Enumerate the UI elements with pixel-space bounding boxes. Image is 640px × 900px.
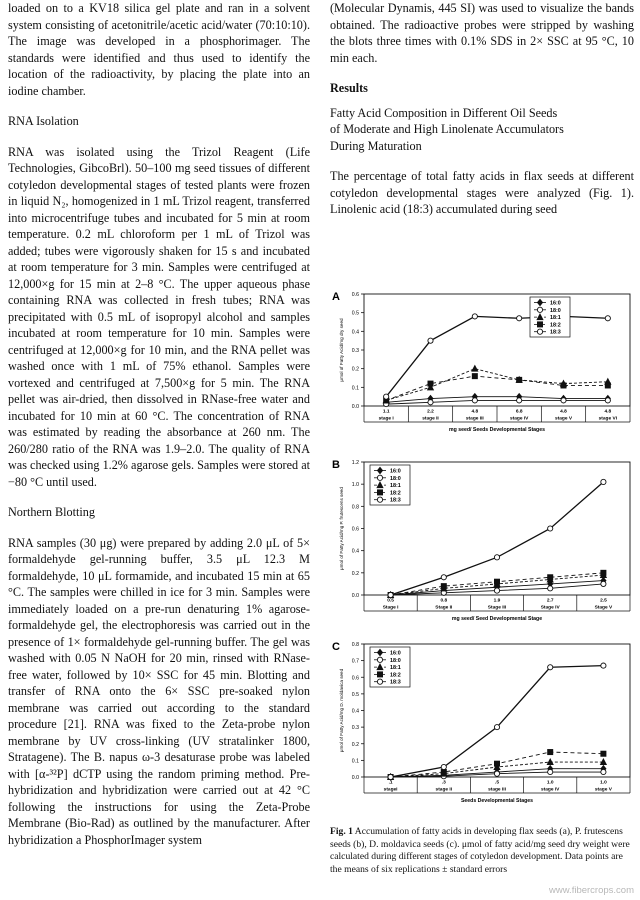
chart-b-group (332, 459, 630, 622)
data-point (472, 314, 477, 319)
x-category-label: stage III (488, 787, 506, 793)
chart-c-group (332, 641, 630, 804)
x-category-label: stage V (554, 416, 573, 422)
panel-letter: A (332, 291, 340, 303)
series-line (386, 397, 608, 403)
data-point (472, 398, 477, 403)
results-paragraph: The percentage of total fatty acids in flax seeds at different cotyledon developmental stages were analyzed (Fig. 1). Linolenic acid (18:3) accumulated during seed (330, 169, 634, 216)
legend-label: 18:0 (390, 475, 401, 482)
series-18-3 (384, 314, 611, 399)
data-point (428, 338, 433, 343)
continued-paragraph: (Molecular Dynamis, 445 SI) was used to visualize the bands obtained. The radioactive probes were stripped by washing the blots three times with 0.1% SDS in 2× SSC at 95 °C, 10 min each. (330, 1, 634, 65)
panel-letter: B (332, 459, 340, 471)
legend-marker (377, 497, 382, 502)
intro-paragraph: loaded on to a KV18 silica gel plate and ran in a solvent system consisting of acetonitrile/acetic acid/water (70:10:10). The image was developed in a phosphorimager. The standards were identified and thus used to identify the location of the radioactivity, by placing the plate into an iodine chamber. (8, 1, 310, 98)
data-point (472, 365, 478, 371)
data-point (428, 381, 433, 386)
y-tick-label: 0.0 (351, 404, 359, 410)
y-tick-label: 0.6 (351, 675, 359, 682)
x-axis-label: mg seed/ Seeds Developmental Stages (448, 427, 546, 433)
y-tick-label: 0.1 (351, 385, 359, 392)
y-tick-label: 0.8 (351, 504, 359, 511)
data-point (384, 394, 389, 399)
y-tick-label: 0.1 (351, 758, 359, 765)
y-tick-label: 0.6 (351, 526, 359, 533)
y-tick-label: 0.4 (351, 548, 359, 555)
y-tick-label: 0.3 (351, 348, 359, 354)
y-axis-label: μmol of Fatty Acid/mg dry seed (339, 318, 344, 382)
data-point (601, 663, 606, 668)
y-tick-label: 0.0 (351, 593, 359, 599)
y-tick-label: 0.6 (351, 292, 359, 298)
x-number-label: 1.0 (546, 780, 554, 786)
data-point (517, 398, 522, 403)
y-tick-label: 1.0 (351, 482, 359, 489)
data-point (548, 665, 553, 670)
data-point (441, 769, 446, 774)
x-number-label: 1.1 (382, 409, 390, 415)
x-category-label: stage II (422, 416, 439, 422)
legend-label: 18:1 (390, 665, 401, 672)
data-point (441, 764, 446, 769)
legend-marker (537, 322, 542, 327)
legend-marker (377, 679, 382, 684)
y-tick-label: 0.8 (351, 642, 359, 648)
legend-marker (537, 329, 542, 334)
figure-caption (330, 826, 636, 876)
y-axis-label: μmol of Fatty Acid/mg P. frutescens seed (339, 487, 344, 570)
legend-label: 18:1 (390, 483, 401, 490)
results-subheading-line2: of Moderate and High Linolenate Accumulators (330, 122, 564, 136)
legend-label: 18:0 (390, 657, 401, 664)
x-number-label: .1 (388, 780, 393, 786)
legend-label: 18:1 (550, 315, 561, 322)
legend-marker (377, 672, 382, 677)
plot-frame (364, 294, 630, 406)
x-number-label: 2.7 (546, 598, 554, 604)
caption-label: Fig. 1 (330, 826, 353, 837)
x-category-label: stage V (594, 787, 612, 793)
x-axis-label: mg seed/ Seed Developmental Stage (451, 616, 543, 622)
x-category-label: stage II (435, 787, 453, 793)
data-point (548, 769, 553, 774)
data-point (494, 761, 499, 766)
data-point (472, 374, 477, 379)
panel-letter: C (332, 641, 340, 653)
series-line (386, 316, 608, 396)
left-column (8, 0, 310, 848)
data-point (601, 570, 606, 575)
data-point (548, 749, 553, 754)
data-point (388, 774, 393, 779)
x-category-label: Stage I (382, 605, 399, 611)
data-point (494, 579, 499, 584)
data-point (428, 400, 433, 405)
x-category-label: Stage IV (540, 605, 560, 611)
series-18-0 (384, 398, 611, 407)
data-point (561, 383, 566, 388)
figure-panel-b (330, 452, 636, 632)
y-tick-label: 0.4 (351, 708, 359, 715)
data-point (601, 751, 606, 756)
figure-panel-c (330, 634, 636, 819)
x-category-label: stage III (465, 416, 484, 422)
legend-label: 18:0 (550, 307, 561, 314)
chart-a-group (332, 291, 630, 433)
data-point (601, 581, 606, 586)
x-category-label: Stage II (435, 605, 453, 611)
y-tick-label: 0.2 (351, 741, 359, 748)
y-tick-label: 0.5 (351, 310, 359, 317)
y-tick-label: 0.3 (351, 725, 359, 732)
data-point (548, 586, 553, 591)
x-category-label: stage IV (509, 416, 529, 422)
legend-label: 18:3 (550, 329, 561, 336)
data-point (548, 526, 553, 531)
chart-c-svg (330, 634, 636, 819)
legend-marker (377, 490, 382, 495)
series-line (386, 400, 608, 404)
legend-label: 16:0 (390, 468, 401, 475)
results-subheading-line1: Fatty Acid Composition in Different Oil Seeds (330, 105, 558, 120)
data-point (441, 575, 446, 580)
x-number-label: 0.5 (387, 598, 394, 604)
x-number-label: 0.8 (440, 598, 448, 604)
x-number-label: 2.5 (600, 598, 607, 604)
rna-isolation-paragraph: RNA was isolated using the Trizol Reagent (Life Technologies, GibcoBrl). 50–100 mg seed tissues of different cotyledon developmental stages of tested plants were frozen in liquid N₂, homogenized in 1 mL Trizol reagent, transferred into microcentrifuge tubes and incubated for 5 min at room temperature. 0.2 mL chloroform per 1 mL of Trizol was added; tubes were vigorously shaken for 15 s and incubated at room temperature for 3 min. Samples were centrifuged at 12,000×g for 15 min at 2–8 °C. The upper aqueous phase containing RNA was collected in fresh tubes; RNA was precipitated with 0.5 mL of isopropyl alcohol and samples incubated at room temperature for 10 min. Samples were centrifuged at 12,000×g for 10 min, and the RNA pellet was washed once with 1 mL of 75% ethanol. Samples were vortexed and centrifuged at 7,500×g for 5 min. The RNA pellet was air-dried, then dissolved in RNase-free water and incubated for 10 min at 60 °C. The concentration of RNA was estimated by reading the absorbance at 260 nm. The 260/280 ratio of the RNA was 1.9–2.0. The quality of RNA was checked using 1.2% agarose gels. Samples were stored at −80 °C until used. (8, 144, 310, 489)
y-tick-label: 1.2 (351, 460, 359, 466)
x-number-label: 1.0 (600, 780, 607, 786)
x-category-label: Stage III (487, 605, 507, 611)
x-category-label: Stage V (594, 605, 613, 611)
x-number-label: 1.9 (493, 598, 501, 604)
northern-blotting-heading: Northern Blotting (8, 505, 95, 519)
legend-label: 18:2 (390, 490, 401, 497)
legend-label: 18:2 (390, 672, 401, 679)
legend-label: 16:0 (390, 650, 401, 657)
y-tick-label: 0.2 (351, 366, 359, 373)
y-tick-label: 0.2 (351, 570, 359, 577)
x-number-label: 4.8 (471, 409, 479, 415)
results-heading: Results (330, 81, 368, 95)
y-tick-label: 0.4 (351, 329, 359, 336)
series-line (386, 369, 608, 401)
legend-label: 18:2 (550, 322, 561, 329)
data-point (548, 575, 553, 580)
series-16-0 (384, 393, 611, 405)
rna-isolation-heading: RNA Isolation (8, 114, 79, 128)
data-point (605, 383, 610, 388)
legend-label: 16:0 (550, 300, 561, 307)
northern-blotting-paragraph: RNA samples (30 μg) were prepared by adding 2.0 μL of 5× formaldehyde gel-running buffer, 3.5 μL 12.3 M formaldehyde, 10 μL formamide, and incubated 15 min at 65 °C. The samples were chilled in ice for 3 min. Samples were immediately loaded on a pre-run denaturing 1% agarose-formaldehyde gel, the electrophoresis was carried out in the presence of 1× formaldehyde gel-running buffer. The gel was washed with 0.05 N NaOH for 20 min, rinsed with RNase-free water, followed by 10× SSC for 45 min. Blotting and transfer of RNA onto the 6× SSC pre-soaked nylon membrane was carried out according to the standard procedure [21]. RNA was fixed to the Zeta-probe nylon membrane by UV cross-linking (UV stratalinker 1800, Stratagene). The B. napus ω-3 desaturase probe was labeled with [α-³²P] dCTP using the random priming method. Pre-hybridization and hybridization were carried out at 42 °C following the instructions for using the Zeta-Probe Membrane (Bio-Rad) as outlined by the manufacturer. After hybridization a PhosphorImager system (8, 535, 310, 847)
data-point (494, 771, 499, 776)
legend-label: 18:3 (390, 679, 401, 686)
data-point (517, 316, 522, 321)
chart-a-svg (330, 282, 636, 452)
right-column (330, 0, 634, 218)
data-point (494, 555, 499, 560)
data-point (388, 592, 393, 597)
x-category-label: stage I (378, 416, 394, 422)
x-axis-label: Seeds Developmental Stages (460, 798, 534, 804)
data-point (605, 316, 610, 321)
data-point (601, 769, 606, 774)
figure-panel-a (330, 282, 636, 452)
series-18-1 (383, 365, 611, 403)
legend-label: 18:3 (390, 497, 401, 504)
x-number-label: .5 (494, 780, 500, 786)
results-subheading-line3: During Maturation (330, 138, 422, 153)
x-number-label: 4.8 (604, 409, 612, 415)
chart-b-svg (330, 452, 636, 632)
data-point (494, 725, 499, 730)
data-point (605, 398, 610, 403)
series-line (391, 666, 604, 777)
data-point (517, 377, 522, 382)
x-number-label: 4.8 (560, 409, 567, 415)
legend-marker (537, 307, 542, 312)
x-number-label: .3 (441, 780, 446, 786)
legend-marker (377, 657, 382, 662)
data-point (601, 479, 606, 484)
x-number-label: 6.8 (515, 409, 523, 415)
y-tick-label: 0.5 (351, 691, 359, 698)
legend-marker (377, 475, 382, 480)
data-point (494, 588, 499, 593)
data-point (561, 398, 566, 403)
y-tick-label: 0.7 (351, 658, 359, 665)
y-axis-label: μmol of Fatty Acid/mg D. moldavica seed (339, 668, 344, 753)
caption-text: Accumulation of fatty acids in developing flax seeds (a), P. frutescens seeds (b), D. moldavica seeds (c). μmol of fatty acid/mg seed dry weight were calculated during different stages of cotyledon development. Data points are the means of six replications ± standard errors (330, 826, 630, 875)
x-category-label: stage VI (598, 416, 618, 422)
x-number-label: 2.2 (427, 409, 434, 415)
x-category-label: stage IV (540, 787, 560, 793)
data-point (441, 584, 446, 589)
x-category-label: stageI (383, 787, 398, 793)
watermark: www.fibercrops.com (549, 885, 634, 896)
y-tick-label: 0.0 (351, 775, 359, 781)
